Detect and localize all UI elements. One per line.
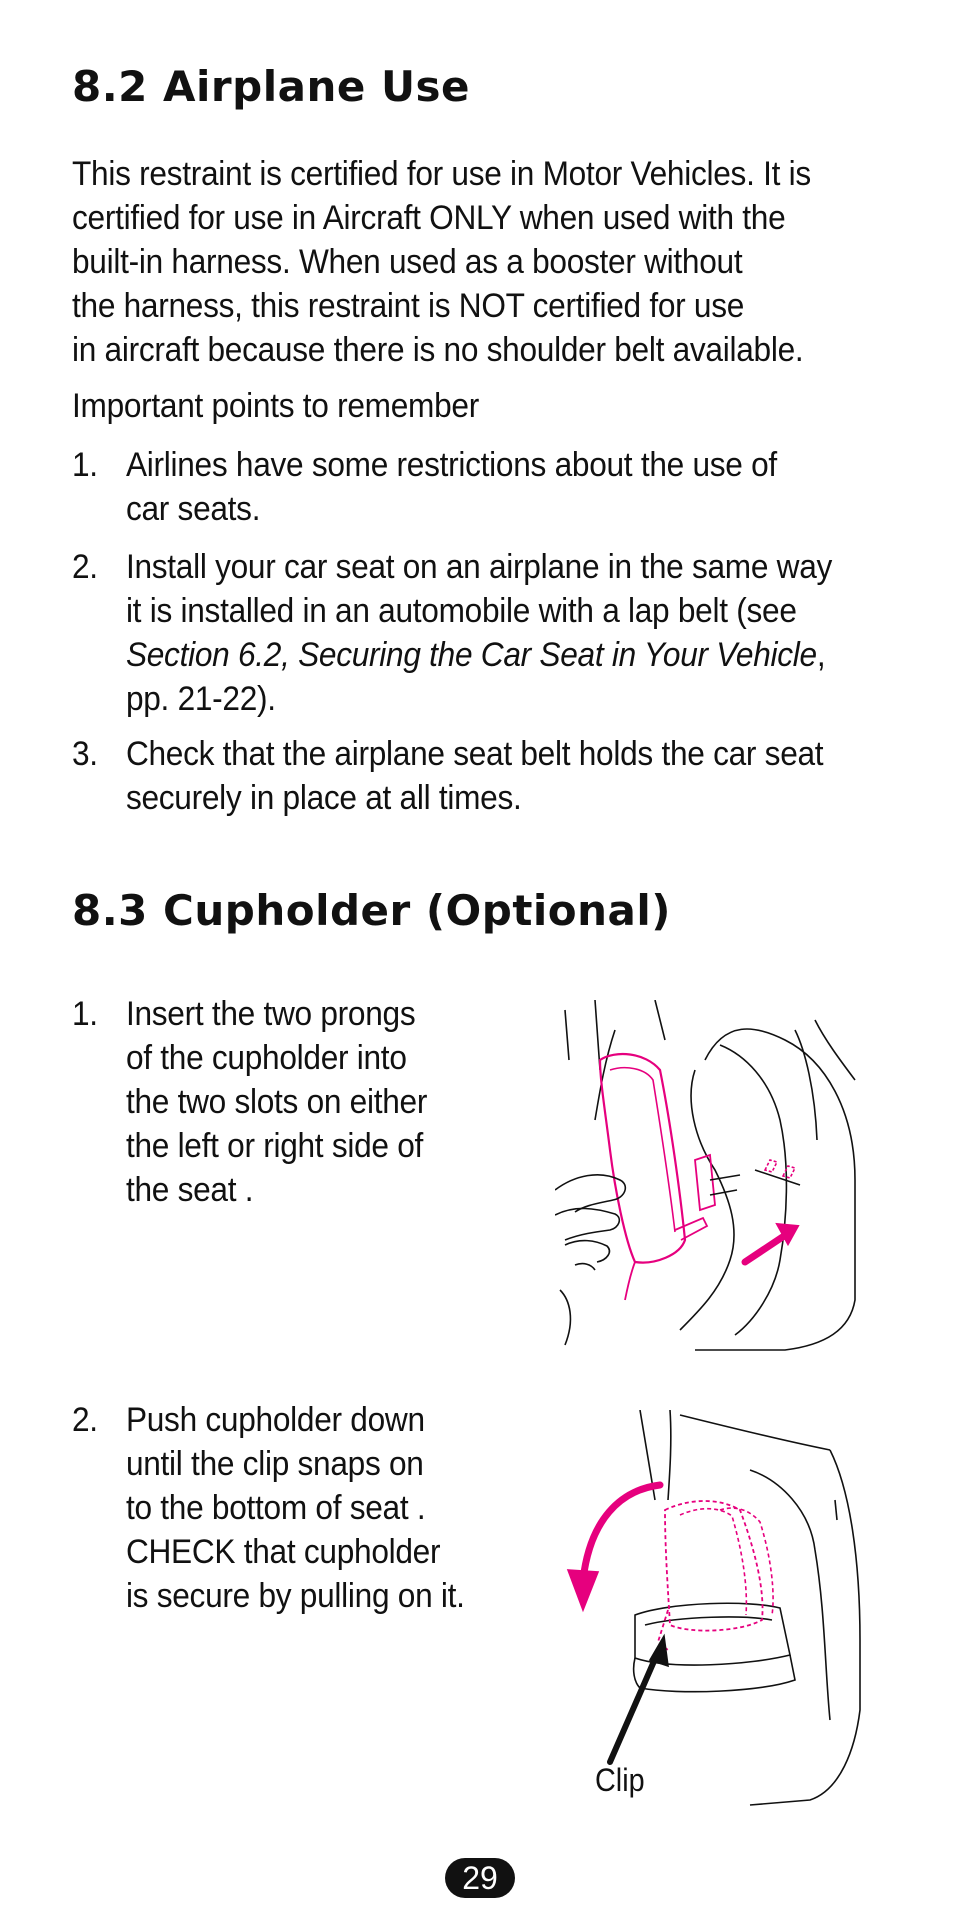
- point-line: car seats.: [125, 490, 261, 528]
- point-line: securely in place at all times.: [125, 779, 522, 817]
- point-line: Install your car seat on an airplane in the same way: [125, 548, 833, 586]
- step-line: of the cupholder into: [125, 1039, 407, 1077]
- section-reference: Section 6.2, Securing the Car Seat in Your Vehicle: [125, 636, 817, 674]
- airplane-intro-paragraph: [72, 152, 811, 372]
- page-number-badge: 29: [445, 1858, 515, 1898]
- step-line: Insert the two prongs: [125, 995, 416, 1033]
- clip-label: Clip: [595, 1762, 645, 1798]
- section-heading-cupholder: 8.3 Cupholder (Optional): [72, 886, 671, 935]
- points-label: Important points to remember: [72, 387, 479, 425]
- step-line: Push cupholder down: [125, 1401, 425, 1439]
- intro-line: certified for use in Aircraft ONLY when used with the: [72, 199, 786, 237]
- list-number: 1.: [72, 995, 98, 1033]
- list-number: 1.: [72, 446, 98, 484]
- point-line-reference: [126, 633, 832, 677]
- step-line: until the clip snaps on: [125, 1445, 424, 1483]
- intro-line: This restraint is certified for use in Motor Vehicles. It is: [72, 155, 811, 193]
- step-line: is secure by pulling on it.: [125, 1577, 465, 1615]
- step-line: the two slots on either: [125, 1083, 428, 1121]
- step-line: to the bottom of seat .: [125, 1489, 426, 1527]
- point-line: pp. 21-22).: [125, 680, 276, 718]
- step-line: CHECK that cupholder: [125, 1533, 441, 1571]
- list-number: 3.: [72, 735, 98, 773]
- reference-comma: ,: [816, 636, 826, 674]
- intro-line: in aircraft because there is no shoulder belt available.: [72, 331, 804, 369]
- intro-line: the harness, this restraint is NOT certified for use: [72, 287, 745, 325]
- cupholder-insert-illustration: [555, 1000, 885, 1360]
- section-heading-airplane-use: 8.2 Airplane Use: [72, 62, 471, 111]
- list-number: 2.: [72, 1401, 98, 1439]
- intro-line: built-in harness. When used as a booster without: [72, 243, 743, 281]
- point-line: Airlines have some restrictions about the use of: [125, 446, 777, 484]
- step-line: the seat .: [125, 1171, 254, 1209]
- list-number: 2.: [72, 548, 98, 586]
- point-line: Check that the airplane seat belt holds the car seat: [125, 735, 824, 773]
- point-line: it is installed in an automobile with a lap belt (see: [125, 592, 797, 630]
- cupholder-snap-illustration: [550, 1410, 880, 1810]
- step-line: the left or right side of: [125, 1127, 424, 1165]
